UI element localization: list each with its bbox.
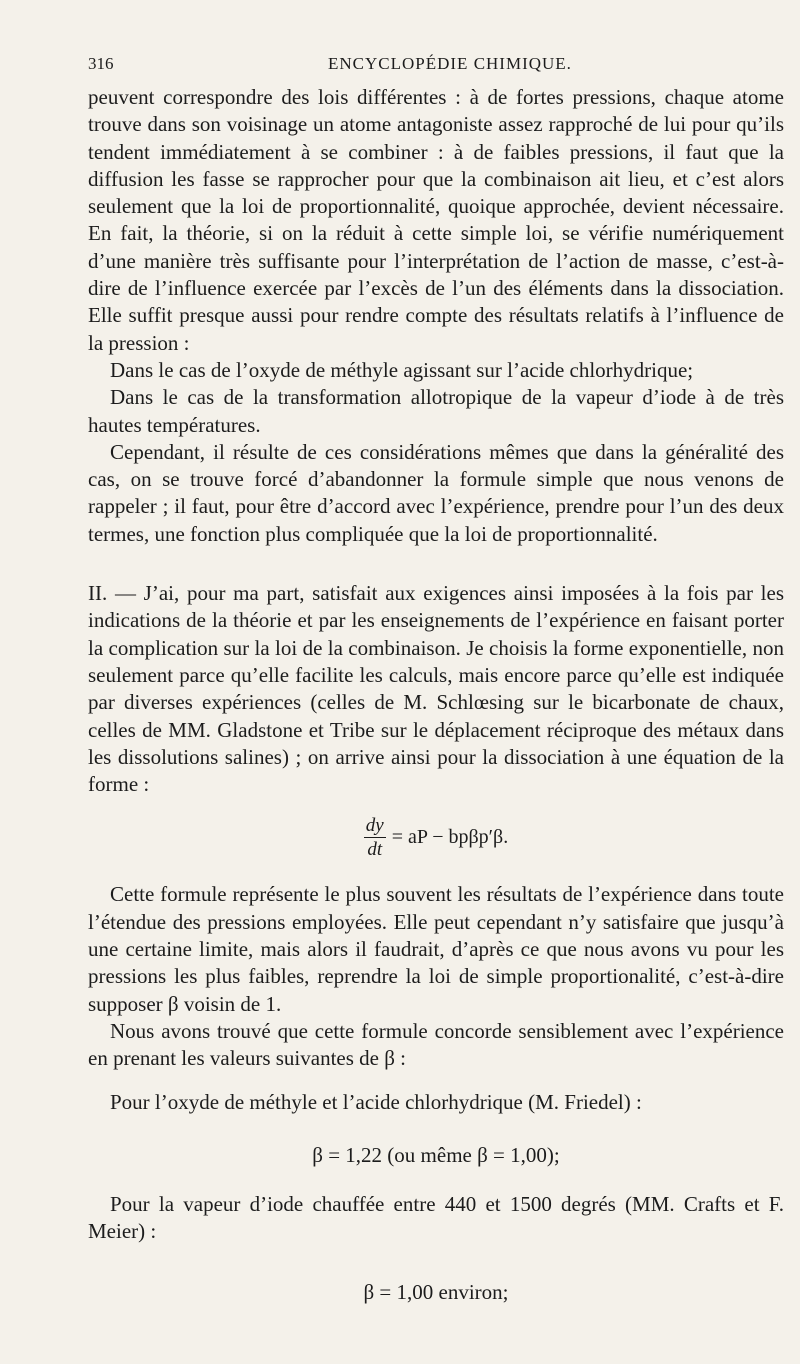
paragraph-9: Pour la vapeur d’iode chauffée entre 440 et 1500 degrés (MM. Crafts et F. Meier) : bbox=[88, 1191, 784, 1244]
dissociation-equation bbox=[88, 816, 784, 859]
derivative-denominator: dt bbox=[367, 839, 383, 861]
paragraph-7: Nous avons trouvé que cette formule concorde sensiblement avec l’expérience en prenant les valeurs suivantes de β : bbox=[88, 1018, 784, 1071]
page-body bbox=[88, 84, 784, 1306]
derivative-fraction bbox=[364, 816, 386, 859]
running-title: ENCYCLOPÉDIE CHIMIQUE. bbox=[328, 54, 572, 73]
paragraph-6: Cette formule représente le plus souvent les résultats de l’expérience dans toute l’étendue des pressions employées. Elle peut cependant n’y satisfaire que jusqu’à une certaine limite, mais alors il faudrait, d’après ce que nous avons vu pour les pressions les plus faibles, reprendre la loi de simple proportionalité, c’est-à-dire supposer β voisin de 1. bbox=[88, 882, 784, 1016]
equation-right-hand-side: = aP − bpβp′β. bbox=[391, 826, 509, 849]
paragraph-1: peuvent correspondre des lois différentes : à de fortes pressions, chaque atome trouve dans son voisinage un atome antagoniste assez rapproché de lui pour qu’ils tendent immédiatement à se combiner : à de faibles pressions, il faut que la diffusion les fasse se rapprocher pour que la combinaison ait lieu, et c’est alors seulement que la loi de proportionnalité, quoique approchée, devient nécessaire. En fait, la théorie, si on la réduit à cette simple loi, se vérifie numériquement d’une manière très suffisante pour l’interprétation de l’action de masse, c’est-à-dire de l’influence exercée par l’excès de l’un des éléments dans la dissociation. Elle suffit presque aussi pour rendre compte des résultats relatifs à l’influence de la pression : bbox=[88, 85, 784, 355]
section-ii-paragraph: II. — J’ai, pour ma part, satisfait aux exigences ainsi imposées à la fois par les indications de la théorie et par les enseignements de l’expérience en faisant porter la complication sur la loi de la combinaison. Je choisis la forme exponentielle, non seulement parce qu’elle facilite les calculs, mais encore parce qu’elle est indiquée par diverses expériences (celles de M. Schlœsing sur le bicarbonate de chaux, celles de MM. Gladstone et Tribe sur le déplacement réciproque des métaux dans les dissolutions salines) ; on arrive ainsi pour la dissociation à une équation de la forme : bbox=[88, 581, 784, 797]
derivative-numerator: dy bbox=[365, 815, 384, 837]
page-header bbox=[88, 54, 780, 80]
paragraph-3: Dans le cas de la transformation allotropique de la vapeur d’iode à de très hautes températures. bbox=[88, 385, 784, 437]
page-number: 316 bbox=[88, 54, 114, 73]
paragraph-4: Cependant, il résulte de ces considérations mêmes que dans la généralité des cas, on se trouve forcé d’abandonner la formule simple que nous venons de rappeler ; il faut, pour être d’accord avec l’expérience, prendre pour l’un des deux termes, une fonction plus compliquée que la loi de proportionnalité. bbox=[88, 439, 784, 546]
paragraph-8: Pour l’oxyde de méthyle et l’acide chlorhydrique (M. Friedel) : bbox=[110, 1089, 642, 1114]
beta-value-crafts: β = 1,00 environ; bbox=[363, 1280, 509, 1305]
beta-value-friedel: β = 1,22 (ou même β = 1,00); bbox=[312, 1142, 560, 1167]
paragraph-2: Dans le cas de l’oxyde de méthyle agissant sur l’acide chlorhydrique; bbox=[110, 357, 694, 382]
